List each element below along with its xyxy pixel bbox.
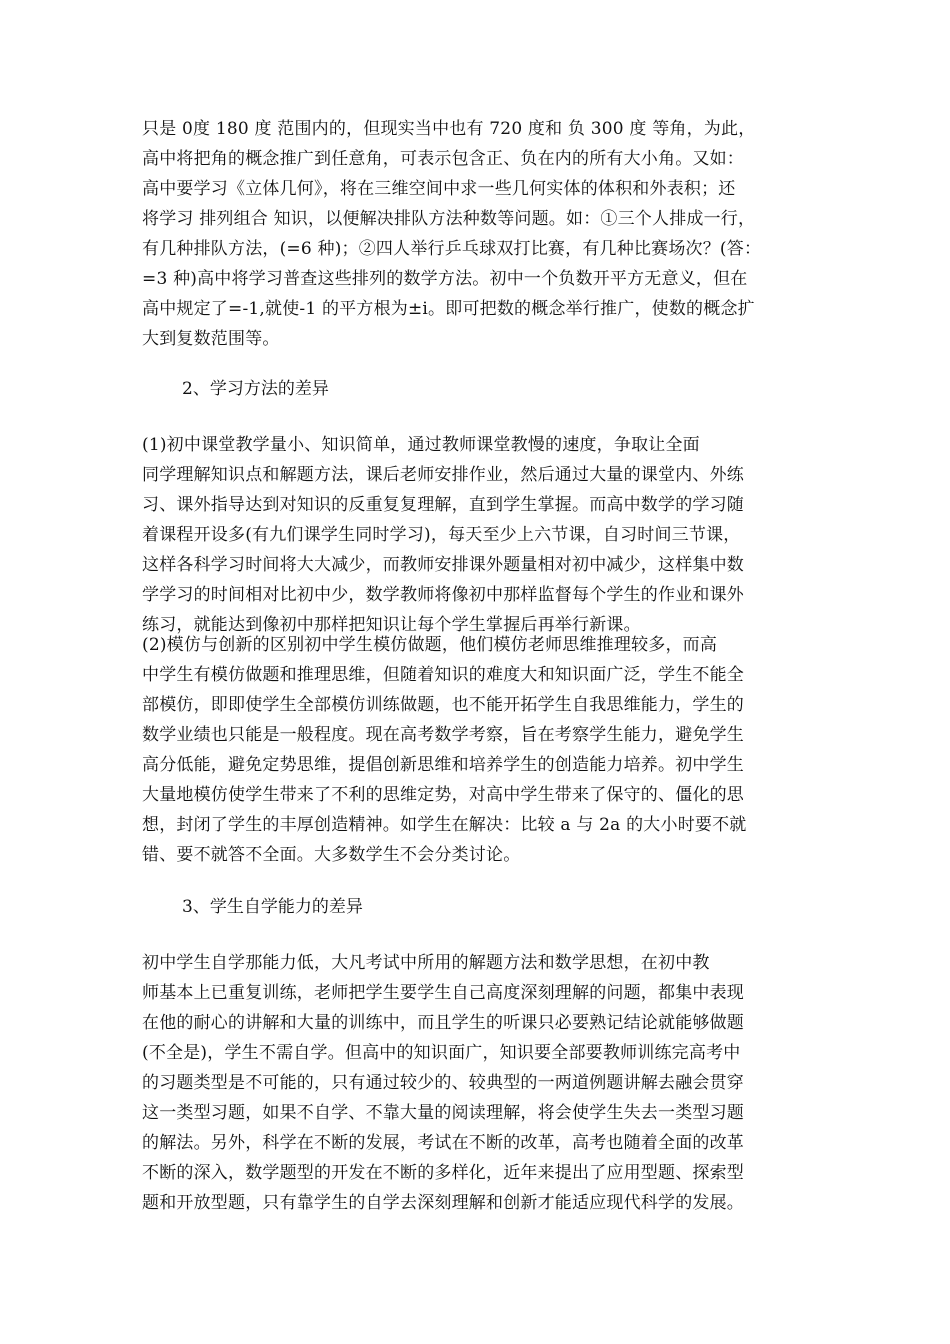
section-3-line-3: 在他的耐心的讲解和大量的训练中，而且学生的听课只必要熟记结论就能够做题 [142, 1013, 744, 1033]
section-3-line-6: 这一类型习题，如果不自学、不靠大量的阅读理解，将会使学生失去一类型习题 [142, 1103, 744, 1123]
section-2-para-2-line-4: 数学业绩也只能是一般程度。现在高考数学考察，旨在考察学生能力，避免学生 [142, 725, 744, 745]
section-2-para-1-line-5: 这样各科学习时间将大大减少，而教师安排课外题量相对初中减少，这样集中数 [142, 555, 744, 575]
intro-line-5: 有几种排队方法，(=6 种)；②四人举行乒乓球双打比赛，有几种比赛场次？(答： [142, 239, 762, 259]
intro-line-4: 将学习 排列组合 知识，以便解决排队方法种数等问题。如：①三个人排成一行， [142, 209, 756, 229]
intro-line-8: 大到复数范围等。 [142, 329, 280, 349]
section-2-para-2-line-1: (2)模仿与创新的区别初中学生模仿做题，他们模仿老师思维推理较多，而高 [142, 635, 718, 655]
section-2-para-2-line-5: 高分低能，避免定势思维，提倡创新思维和培养学生的创造能力培养。初中学生 [142, 755, 744, 775]
section-3-line-7: 的解法。另外，科学在不断的发展，考试在不断的改革，高考也随着全面的改革 [142, 1133, 744, 1153]
section-2-para-2-line-2: 中学生有模仿做题和推理思维，但随着知识的难度大和知识面广泛，学生不能全 [142, 665, 744, 685]
section-2-para-2-line-3: 部模仿，即即使学生全部模仿训练做题，也不能开拓学生自我思维能力，学生的 [142, 695, 744, 715]
section-3-heading: 3、学生自学能力的差异 [182, 897, 363, 917]
section-2-para-2-line-8: 错、要不就答不全面。大多数学生不会分类讨论。 [142, 845, 521, 865]
section-3-line-9: 题和开放型题，只有靠学生的自学去深刻理解和创新才能适应现代科学的发展。 [142, 1193, 744, 1213]
section-2-para-2-line-6: 大量地模仿使学生带来了不利的思维定势，对高中学生带来了保守的、僵化的思 [142, 785, 744, 805]
section-2-heading: 2、学习方法的差异 [182, 379, 329, 399]
section-2-para-1-line-1: (1)初中课堂教学量小、知识简单，通过教师课堂教慢的速度，争取让全面 [142, 435, 700, 455]
section-3-line-8: 不断的深入，数学题型的开发在不断的多样化，近年来提出了应用型题、探索型 [142, 1163, 744, 1183]
section-2-para-1-line-4: 着课程开设多(有九们课学生同时学习)，每天至少上六节课，自习时间三节课， [142, 525, 741, 545]
intro-line-3: 高中要学习《立体几何》，将在三维空间中求一些几何实体的体积和外表积；还 [142, 179, 736, 199]
intro-line-2: 高中将把角的概念推广到任意角，可表示包含正、负在内的所有大小角。又如： [142, 149, 744, 169]
intro-line-1: 只是 0度 180 度 范围内的，但现实当中也有 720 度和 负 300 度 等角，为此， [142, 119, 756, 139]
section-3-line-1: 初中学生自学那能力低，大凡考试中所用的解题方法和数学思想，在初中教 [142, 953, 710, 973]
section-3-line-2: 师基本上已重复训练，老师把学生要学生自己高度深刻理解的问题，都集中表现 [142, 983, 744, 1003]
intro-line-6: =3 种)高中将学习普查这些排列的数学方法。初中一个负数开平方无意义，但在 [142, 269, 748, 289]
section-2-para-1-line-2: 同学理解知识点和解题方法，课后老师安排作业，然后通过大量的课堂内、外练 [142, 465, 744, 485]
section-2-para-1-line-6: 学学习的时间相对比初中少，数学教师将像初中那样监督每个学生的作业和课外 [142, 585, 744, 605]
section-2-para-2-line-7: 想，封闭了学生的丰厚创造精神。如学生在解决：比较 a 与 2a 的大小时要不就 [142, 815, 747, 835]
section-2-para-1-line-3: 习、课外指导达到对知识的反重复复理解，直到学生掌握。而高中数学的学习随 [142, 495, 744, 515]
section-3-line-5: 的习题类型是不可能的，只有通过较少的、较典型的一两道例题讲解去融会贯穿 [142, 1073, 744, 1093]
section-2-para-1-line-7: 练习，就能达到像初中那样把知识让每个学生掌握后再举行新课。 [142, 615, 641, 635]
intro-line-7: 高中规定了=-1,就使-1 的平方根为±i。即可把数的概念举行推广，使数的概念扩 [142, 299, 755, 319]
section-3-line-4: (不全是)，学生不需自学。但高中的知识面广，知识要全部要教师训练完高考中 [142, 1043, 741, 1063]
